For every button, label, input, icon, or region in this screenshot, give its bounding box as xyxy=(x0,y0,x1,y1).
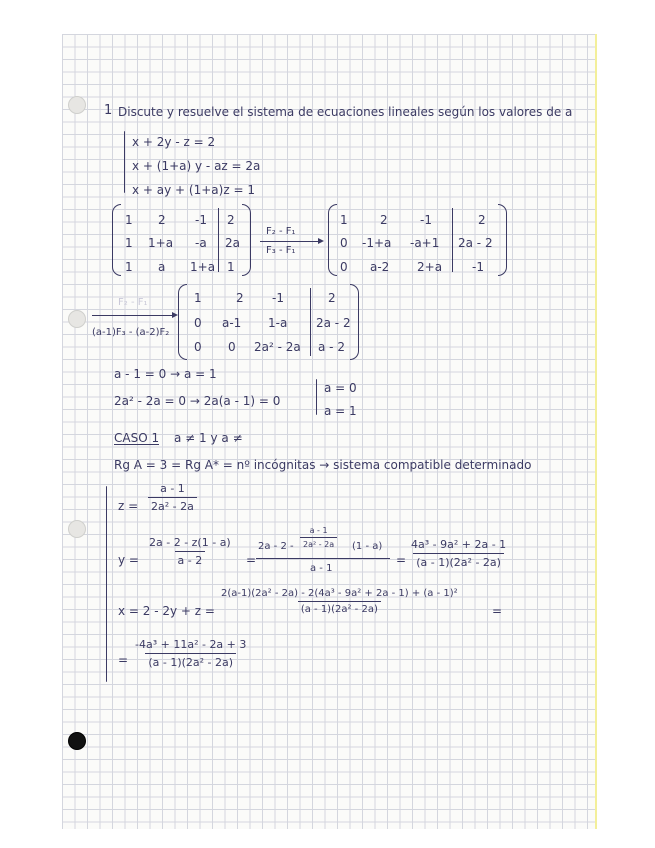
m2-cell: 1 xyxy=(340,213,348,227)
y-fraction-1-numerator: 2a - 2 - z(1 - a) xyxy=(149,536,231,549)
m1-rhs: 2a xyxy=(225,236,240,250)
x-expression-label: x = 2 - 2y + z = xyxy=(118,604,215,618)
x-fraction-2-numerator: -4a³ + 11a² - 2a + 3 xyxy=(135,638,247,651)
y-fraction-2-bar xyxy=(256,558,390,559)
m3-cell: 1-a xyxy=(268,316,288,330)
binder-hole xyxy=(68,732,86,750)
matrix-1-divider xyxy=(218,208,219,272)
equation-3: x + ay + (1+a)z = 1 xyxy=(132,183,255,197)
m2-cell: -a+1 xyxy=(410,236,440,250)
row-op-1-arrow xyxy=(260,241,322,242)
y-fraction-3-denominator: (a - 1)(2a² - 2a) xyxy=(413,553,504,569)
row-op-1-bottom: F₃ - F₁ xyxy=(266,245,296,256)
matrix-3-right-bracket xyxy=(350,284,359,360)
notebook-page xyxy=(62,34,597,829)
y-fraction-2-numerator-end: (1 - a) xyxy=(352,541,383,552)
row-op-2-top: F₂ - F₁ xyxy=(118,297,148,308)
m3-cell: 1 xyxy=(194,291,202,305)
m2-cell: 0 xyxy=(340,236,348,250)
y-inner-denominator: 2a² - 2a xyxy=(300,537,337,549)
equals-sign: = xyxy=(246,553,257,567)
binder-hole xyxy=(68,310,86,328)
y-label: y = xyxy=(118,553,139,567)
m3-cell: 0 xyxy=(228,340,236,354)
x-fraction-1 xyxy=(218,588,461,615)
m1-cell: 1+a xyxy=(148,236,174,250)
matrix-3-divider xyxy=(310,288,311,356)
y-fraction-1-denominator: a - 2 xyxy=(175,551,206,567)
m1-rhs: 2 xyxy=(227,213,235,227)
y-inner-fraction xyxy=(300,526,337,549)
m3-cell: -1 xyxy=(272,291,284,305)
equation-2: x + (1+a) y - az = 2a xyxy=(132,159,261,173)
matrix-2-left-bracket xyxy=(328,204,337,276)
case-1-rank-statement: Rg A = 3 = Rg A* = nº incógnitas → sistema compatible determinado xyxy=(114,458,532,472)
m1-cell: -a xyxy=(195,236,207,250)
root-equation-1: a - 1 = 0 → a = 1 xyxy=(114,367,217,381)
z-label: z = xyxy=(118,499,139,513)
root-equation-2: 2a² - 2a = 0 → 2a(a - 1) = 0 xyxy=(114,394,281,408)
m3-cell: 0 xyxy=(194,316,202,330)
equation-1: x + 2y - z = 2 xyxy=(132,135,216,149)
y-fraction-3-numerator: 4a³ - 9a² + 2a - 1 xyxy=(411,538,507,551)
m2-cell: -1 xyxy=(420,213,432,227)
m1-cell: 1 xyxy=(125,236,133,250)
y-fraction-3 xyxy=(408,538,509,569)
matrix-2-right-bracket xyxy=(498,204,507,276)
m3-rhs: a - 2 xyxy=(318,340,345,354)
binder-hole xyxy=(68,520,86,538)
x-fraction-2 xyxy=(132,638,249,669)
m1-cell: 1 xyxy=(125,260,133,274)
case-1-title: CASO 1 xyxy=(114,431,160,445)
m1-cell: 1 xyxy=(125,213,133,227)
m1-cell: 1+a xyxy=(190,260,216,274)
m3-cell: a-1 xyxy=(222,316,242,330)
m3-cell: 0 xyxy=(194,340,202,354)
solution-brace xyxy=(106,486,107,682)
row-op-2-arrow xyxy=(92,315,176,316)
m2-cell: 0 xyxy=(340,260,348,274)
m3-cell: 2 xyxy=(236,291,244,305)
problem-statement: Discute y resuelve el sistema de ecuaciones lineales según los valores de a xyxy=(118,105,573,119)
z-denominator: 2a² - 2a xyxy=(148,497,197,513)
y-fraction-2-denominator: a - 1 xyxy=(310,563,333,574)
x-fraction-2-denominator: (a - 1)(2a² - 2a) xyxy=(145,653,236,669)
m1-cell: -1 xyxy=(195,213,207,227)
matrix-2-divider xyxy=(452,208,453,272)
matrix-1-right-bracket xyxy=(242,204,251,276)
z-fraction xyxy=(148,482,197,513)
binder-hole xyxy=(68,96,86,114)
case-1-condition: a ≠ 1 y a ≠ xyxy=(174,431,243,445)
z-numerator: a - 1 xyxy=(160,482,185,495)
m2-cell: -1+a xyxy=(362,236,392,250)
m1-rhs: 1 xyxy=(227,260,235,274)
system-brace xyxy=(124,131,125,193)
matrix-1-left-bracket xyxy=(112,204,121,276)
m2-rhs: -1 xyxy=(472,260,484,274)
m2-cell: 2 xyxy=(380,213,388,227)
equals-sign: = xyxy=(396,553,407,567)
equals-sign: = xyxy=(492,604,503,618)
row-op-2-bottom: (a-1)F₃ - (a-2)F₂ xyxy=(92,327,170,338)
x-fraction-1-denominator: (a - 1)(2a² - 2a) xyxy=(298,601,381,615)
roots-brace xyxy=(316,379,317,415)
m2-cell: 2+a xyxy=(417,260,443,274)
row-op-1-top: F₂ - F₁ xyxy=(266,226,296,237)
m3-rhs: 2 xyxy=(328,291,336,305)
matrix-3-left-bracket xyxy=(178,284,187,360)
root-solution-2: a = 1 xyxy=(324,404,357,418)
y-fraction-1 xyxy=(146,536,234,567)
m2-rhs: 2a - 2 xyxy=(458,236,493,250)
m3-rhs: 2a - 2 xyxy=(316,316,351,330)
m2-cell: a-2 xyxy=(370,260,390,274)
x-fraction-1-numerator: 2(a-1)(2a² - 2a) - 2(4a³ - 9a² + 2a - 1) + (a - 1)² xyxy=(221,588,458,599)
y-fraction-2-numerator-start: 2a - 2 - xyxy=(258,541,294,552)
root-solution-1: a = 0 xyxy=(324,381,357,395)
m1-cell: a xyxy=(158,260,166,274)
problem-number: 1 xyxy=(104,103,113,118)
m2-rhs: 2 xyxy=(478,213,486,227)
m3-cell: 2a² - 2a xyxy=(254,340,301,354)
equals-sign: = xyxy=(118,653,129,667)
m1-cell: 2 xyxy=(158,213,166,227)
y-inner-numerator: a - 1 xyxy=(309,526,328,535)
